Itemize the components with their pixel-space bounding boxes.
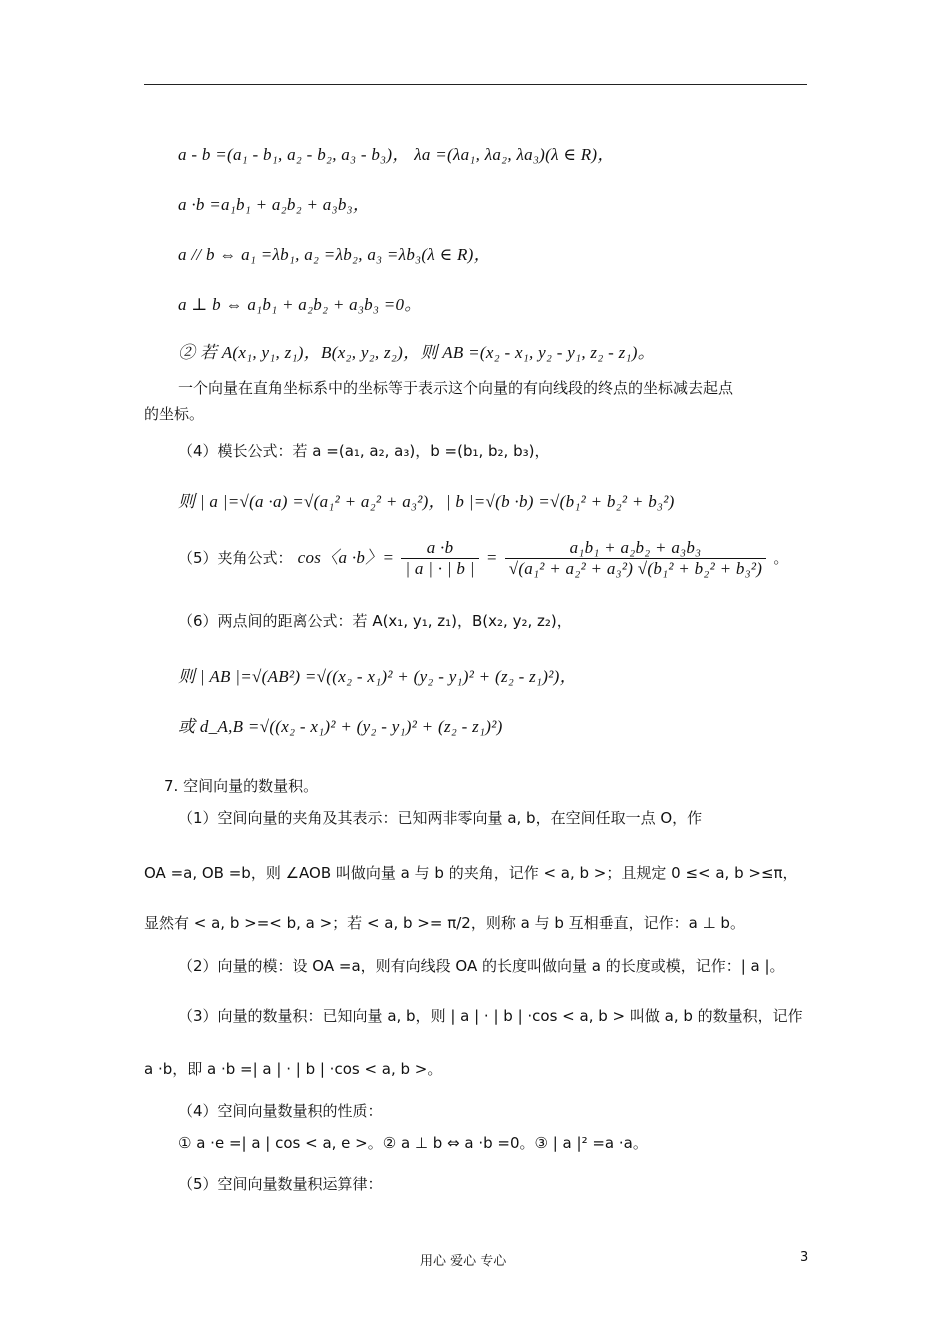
perpendicular-condition: a ⊥ b ⇔ a₁b₁ + a₂b₂ + a₃b₃ =0。 xyxy=(178,295,422,314)
paragraph-line-2: 的坐标。 xyxy=(144,405,205,423)
angle-formula-lhs: cos〈a ·b〉= xyxy=(297,548,395,567)
angle-formula-label: （5）夹角公式： xyxy=(178,549,293,567)
angle-definition-1: （1）空间向量的夹角及其表示：已知两非零向量 a, b，在空间任取一点 O，作 xyxy=(178,809,703,827)
parallel-condition: a // b ⇔ a₁ =λb₁, a₂ =λb₂, a₃ =λb₃(λ ∈ R)， xyxy=(178,245,491,264)
angle-definition-3: 显然有 < a, b >=< b, a >；若 < a, b >= π/2，则称 a 与 b 互相垂直，记作：a ⊥ b。 xyxy=(144,914,745,932)
modulus-formula: 则 | a |=√(a ·a) =√(a₁² + a₂² + a₃²)，| b |=√(b ·b) =√(b₁² + b₂² + b₃²) xyxy=(178,492,675,511)
dot-product-coords: a ·b =a₁b₁ + a₂b₂ + a₃b₃， xyxy=(178,195,371,214)
angle-formula: （5）夹角公式： cos〈a ·b〉= $\frac{a \cdot b}{| a | \cdot | b |}$ = $\frac{\text{a₁b₁ + a₂b₂ + a₃b₃}}{\text{√(a₁² + a₂² + a₃²) √(b₁² + b₂² + b₃²)}}$ 。 xyxy=(178,538,789,578)
distance-heading: （6）两点间的距离公式：若 A(x₁, y₁, z₁)，B(x₂, y₂, z₂)， xyxy=(178,612,572,630)
vector-sub-scalar-mult: a - b =(a₁ - b₁, a₂ - b₂, a₃ - b₃)， λa =(λa₁, λa₂, λa₃)(λ ∈ R)， xyxy=(178,145,615,164)
dot-product-definition-2: a ·b，即 a ·b =| a | · | b | ·cos < a, b >。 xyxy=(144,1060,443,1078)
angle-fraction-1: $\frac{a \cdot b}{| a | \cdot | b |}$ xyxy=(401,538,478,579)
page-number: 3 xyxy=(800,1250,809,1265)
laws-heading: （5）空间向量数量积运算律： xyxy=(178,1175,383,1193)
dot-product-definition-1: （3）向量的数量积：已知向量 a, b，则 | a | · | b | ·cos < a, b > 叫做 a, b 的数量积，记作 xyxy=(178,1007,803,1025)
distance-formula-1: 则 | AB |=√(AB²) =√((x₂ - x₁)² + (y₂ - y₁)² + (z₂ - z₁)²)， xyxy=(178,667,577,686)
angle-definition-2: OA =a, OB =b，则 ∠AOB 叫做向量 a 与 b 的夹角，记作 < a, b >；且规定 0 ≤< a, b >≤π， xyxy=(144,864,798,882)
header-rule xyxy=(144,84,807,85)
footer-text: 用心 爱心 专心 xyxy=(420,1254,507,1269)
distance-formula-2: 或 d_A,B =√((x₂ - x₁)² + (y₂ - y₁)² + (z₂ - z₁)²) xyxy=(178,717,503,736)
modulus-definition: （2）向量的模：设 OA =a，则有向线段 OA 的长度叫做向量 a 的长度或模，记作：| a |。 xyxy=(178,957,785,975)
properties-heading: （4）空间向量数量积的性质： xyxy=(178,1102,383,1120)
section-7-heading: 7. 空间向量的数量积。 xyxy=(164,777,319,795)
angle-fraction-2: $\frac{\text{a₁b₁ + a₂b₂ + a₃b₃}}{\text{√(a₁² + a₂² + a₃²) √(b₁² + b₂² + b₃²)}}$ xyxy=(505,538,767,579)
paragraph-line-1: 一个向量在直角坐标系中的坐标等于表示这个向量的有向线段的终点的坐标减去起点 xyxy=(178,379,734,397)
properties-list: ① a ·e =| a | cos < a, e >。② a ⊥ b ⇔ a ·b =0。③ | a |² =a ·a。 xyxy=(178,1134,648,1152)
modulus-heading: （4）模长公式：若 a =(a₁, a₂, a₃)，b =(b₁, b₂, b₃)， xyxy=(178,442,550,460)
ab-coordinates: ② 若 A(x₁, y₁, z₁)，B(x₂, y₂, z₂)，则 AB =(x₂ - x₁, y₂ - y₁, z₂ - z₁)。 xyxy=(178,343,656,362)
